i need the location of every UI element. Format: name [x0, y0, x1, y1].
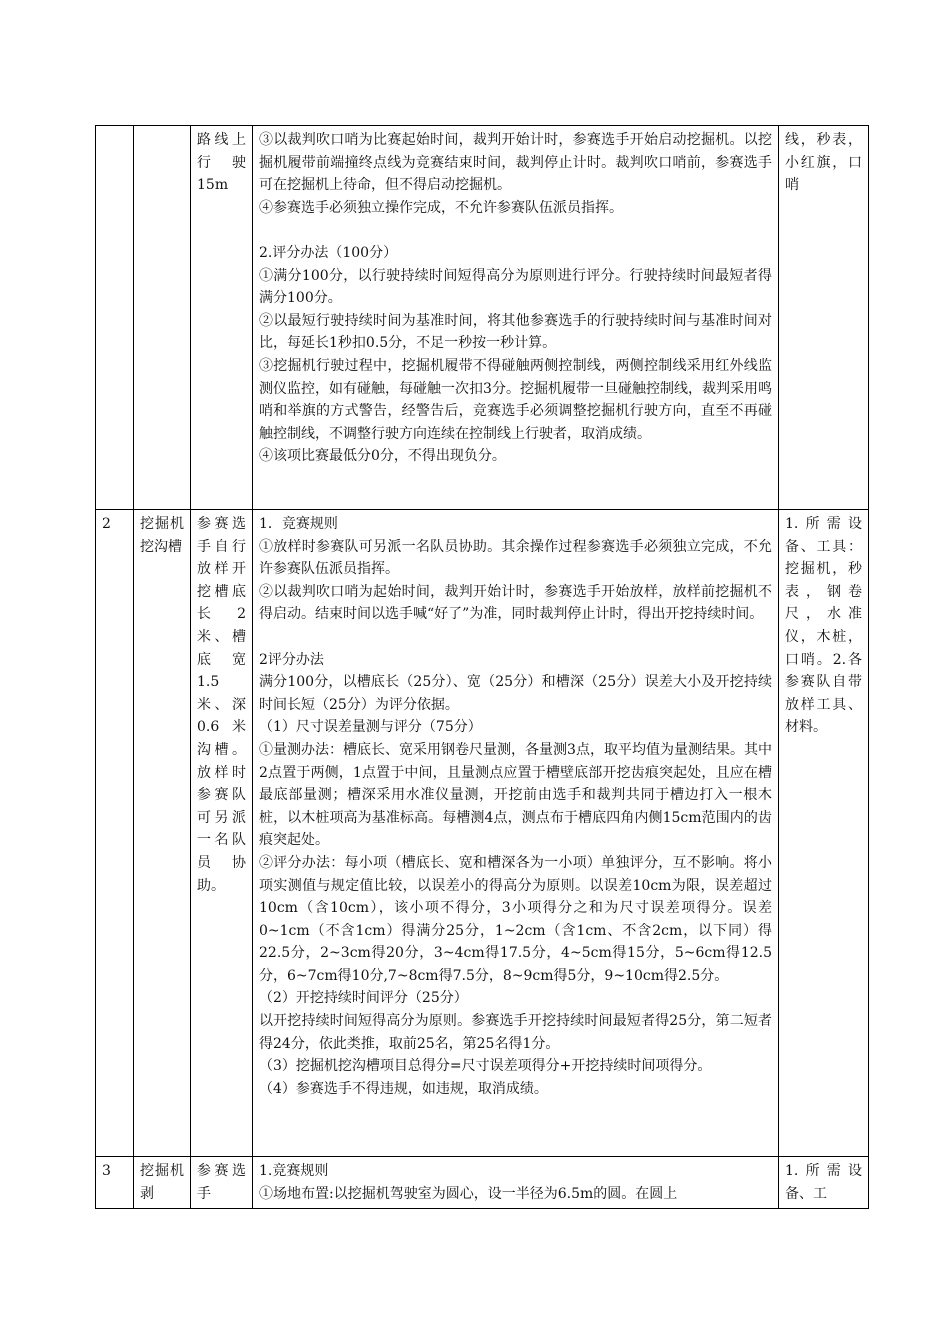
rule-paragraph: ②以最短行驶持续时间为基准时间，将其他参赛选手的行驶持续时间与基准时间对比，每延长1秒扣0.5分，不足一秒按一秒计算。	[259, 312, 772, 352]
competition-item-name: 挖掘机挖沟槽	[134, 510, 191, 1157]
rule-heading: 1．竞赛规则	[259, 516, 338, 532]
rule-heading: 1.竞赛规则	[259, 1163, 329, 1179]
rules-table-body	[96, 126, 869, 1209]
rule-paragraph: ①场地布置:以挖掘机驾驶室为圆心，设一半径为6.5m的圆。在圆上	[259, 1185, 678, 1202]
rule-subheading: （2）开挖持续时间评分（25分）	[259, 990, 468, 1007]
rule-heading: 2评分办法	[259, 651, 324, 668]
required-equipment: 1.所需设备、工	[779, 1157, 869, 1209]
rule-paragraph: ③挖掘机行驶过程中，挖掘机履带不得碰触两侧控制线，两侧控制线采用红外线监测仪监控，如有碰触，每碰触一次扣3分。挖掘机履带一旦碰触控制线，裁判采用鸣哨和举旗的方式警告，经警告后，竞赛选手必须调整挖掘机行驶方向，直至不再碰触控制线，不调整行驶方向连续在控制线上行驶者，取消成绩。	[259, 357, 772, 442]
rule-subheading: （1）尺寸误差量测与评分（75分）	[259, 719, 482, 736]
rule-paragraph: ②以裁判吹口哨为起始时间，裁判开始计时，参赛选手开始放样，放样前挖掘机不得启动。结束时间以选手喊“好了”为准，同时裁判停止计时，得出开挖持续时间。	[259, 583, 772, 623]
rule-paragraph: ④该项比赛最低分0分，不得出现负分。	[259, 448, 506, 465]
blank-line	[259, 626, 772, 649]
competition-item-name	[134, 126, 191, 510]
rules-table	[95, 125, 869, 1209]
competition-project: 参赛选手	[191, 1157, 253, 1209]
table-row	[96, 510, 869, 1157]
rule-paragraph: ④参赛选手必须独立操作完成，不允许参赛队伍派员指挥。	[259, 199, 623, 216]
rule-paragraph: 以开挖持续时间短得高分为原则。参赛选手开挖持续时间最短者得25分，第二短者得24分，依此类推，取前25名，第25名得1分。	[259, 1013, 772, 1052]
table-row	[96, 126, 869, 510]
required-equipment: 线，秒表，小红旗，口哨	[779, 126, 869, 510]
rule-paragraph: 满分100分，以槽底长（25分）、宽（25分）和槽深（25分）误差大小及开挖持续时间长短（25分）为评分依据。	[259, 674, 772, 713]
rules-content	[253, 510, 779, 1157]
rule-heading: 2.评分办法（100分）	[259, 244, 398, 261]
row-number	[96, 126, 134, 510]
competition-item-name: 挖掘机剥	[134, 1157, 191, 1209]
row-number: 3	[96, 1157, 134, 1209]
rule-paragraph: （4）参赛选手不得违规，如违规，取消成绩。	[259, 1080, 548, 1097]
competition-project: 参赛选手自行放样开挖槽底长2米、槽底宽1.5米、深0.6米沟槽。放样时参赛队可另派一名队员协助。	[191, 510, 253, 1157]
table-row	[96, 1157, 869, 1209]
rule-paragraph: ①放样时参赛队可另派一名队员协助。其余操作过程参赛选手必须独立完成，不允许参赛队伍派员指挥。	[259, 538, 772, 578]
rule-paragraph: ①量测办法：槽底长、宽采用钢卷尺量测，各量测3点，取平均值为量测结果。其中2点置于两侧，1点置于中间，且量测点应置于槽壁底部开挖齿痕突起处，且应在槽最底部量测；槽深采用水准仪量测，开挖前由选手和裁判共同于槽边打入一根木桩，以木桩项高为基准标高。每槽测4点，测点布于槽底四角内侧15cm范围内的齿痕突起处。	[259, 741, 772, 849]
rule-paragraph: ②评分办法：每小项（槽底长、宽和槽深各为一小项）单独评分，互不影响。将小项实测值与规定值比较，以误差小的得高分为原则。以误差10cm为限，误差超过10cm（含10cm），该小项不得分，3小项得分之和为尺寸误差项得分。误差0~1cm（不含1cm）得满分25分，1~2cm（含1cm、不含2cm，以下同）得22.5分，2~3cm得20分，3~4cm得17.5分，4~5cm得15分，5~6cm得12.5分，6~7cm得10分,7~8cm得7.5分，8~9cm得5分，9~10cm得2.5分。	[259, 854, 772, 984]
rule-paragraph: （3）挖掘机挖沟槽项目总得分=尺寸误差项得分+开挖持续时间项得分。	[259, 1058, 712, 1075]
competition-project: 路线上行驶15m	[191, 126, 253, 510]
required-equipment: 1.所需设备、工具：挖掘机，秒表，钢卷尺，水准仪，木桩，口哨。2.各参赛队自带放样工具、材料。	[779, 510, 869, 1157]
rule-paragraph: ①满分100分，以行驶持续时间短得高分为原则进行评分。行驶持续时间最短者得满分100分。	[259, 267, 772, 307]
rules-content	[253, 126, 779, 510]
blank-line	[259, 219, 772, 242]
row-number: 2	[96, 510, 134, 1157]
rules-content	[253, 1157, 779, 1209]
rule-paragraph: ③以裁判吹口哨为比赛起始时间，裁判开始计时，参赛选手开始启动挖掘机。以挖掘机履带前端撞终点线为竞赛结束时间，裁判停止计时。裁判吹口哨前，参赛选手可在挖掘机上待命，但不得启动挖掘机。	[259, 132, 772, 194]
